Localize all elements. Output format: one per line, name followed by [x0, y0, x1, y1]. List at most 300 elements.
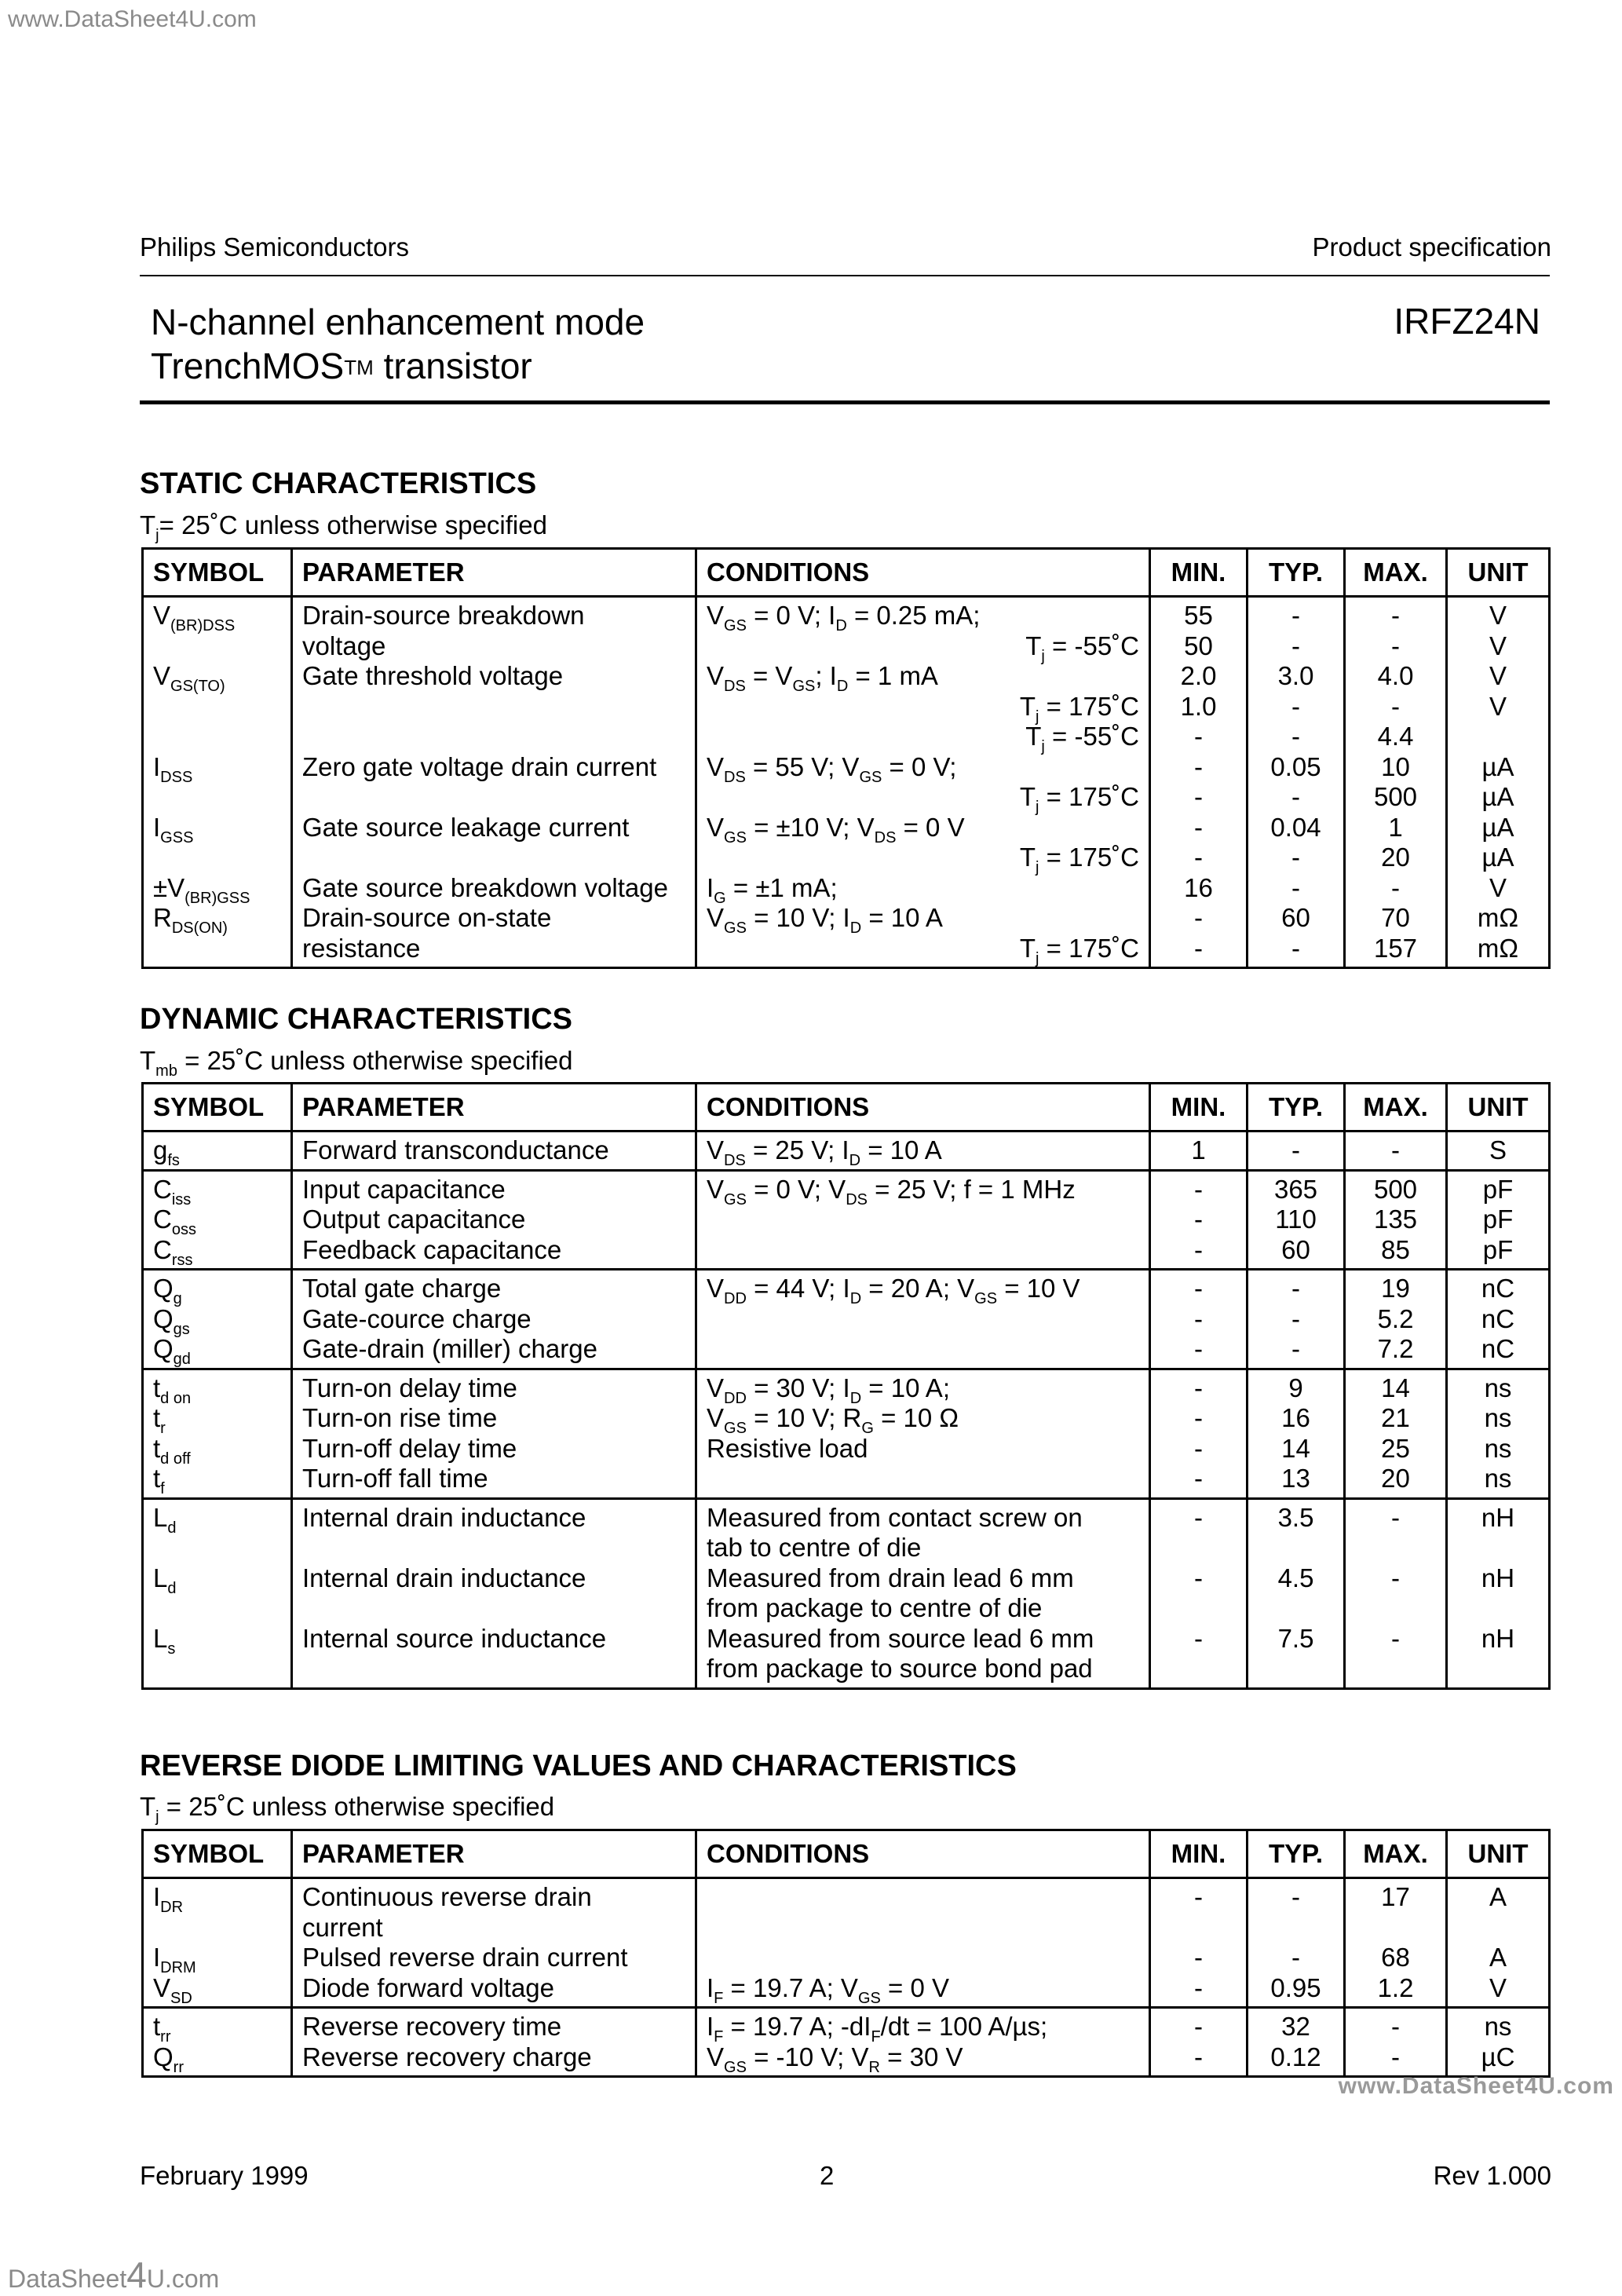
header-row	[143, 549, 1550, 597]
unit-value: V	[1489, 631, 1507, 660]
condition-text: = 0 V	[880, 1972, 949, 2002]
symbol	[153, 1593, 281, 1624]
unit-value: pF	[1482, 1174, 1514, 1204]
typ-value: -	[1291, 1943, 1300, 1972]
cell-unit	[1447, 1170, 1550, 1270]
condition-text: = 10 V	[997, 1274, 1080, 1303]
cell-max	[1345, 597, 1447, 968]
condition-text: V	[707, 601, 725, 630]
symbol	[153, 1882, 281, 1916]
typ-value: 14	[1281, 1433, 1310, 1463]
symbol-main: g	[153, 1135, 168, 1164]
condition-subscript: j	[1041, 647, 1045, 665]
min-value: -	[1194, 2012, 1203, 2041]
condition-subscript: GS	[724, 828, 747, 846]
condition-subscript: DS	[846, 1190, 868, 1208]
parameter: Feedback capacitance	[302, 1234, 562, 1264]
row-group	[143, 1270, 1550, 1369]
unit-value: nC	[1481, 1274, 1515, 1303]
cell-symbol	[143, 1498, 292, 1688]
unit-value	[1457, 1593, 1539, 1624]
unit-value: nC	[1481, 1303, 1515, 1333]
company-name: Philips Semiconductors	[140, 232, 409, 261]
condition-subscript: j	[1036, 707, 1039, 726]
condition-text: = 44 V; I	[746, 1274, 850, 1303]
condition-text: = 1 mA	[848, 661, 938, 690]
typ-value: 60	[1281, 903, 1310, 932]
symbol	[153, 1464, 281, 1497]
cell-max	[1345, 1369, 1447, 1498]
symbol-main: Q	[153, 2042, 174, 2071]
condition-subscript: D	[836, 678, 849, 695]
max-value: 17	[1381, 1882, 1410, 1911]
parameter	[302, 843, 685, 873]
cell-typ	[1248, 1270, 1345, 1369]
min-value: -	[1194, 1205, 1203, 1234]
min-value: 16	[1184, 872, 1213, 902]
symbol	[153, 1403, 281, 1437]
condition	[707, 1943, 1139, 1973]
symbol-subscript: fs	[167, 1152, 180, 1169]
condition-text: V	[707, 1403, 725, 1432]
min-value: -	[1194, 1464, 1203, 1493]
symbol-subscript: r	[160, 1420, 166, 1437]
row-group	[143, 1369, 1550, 1498]
max-value: -	[1391, 691, 1400, 721]
cell-typ	[1248, 1170, 1345, 1270]
max-value	[1355, 1533, 1436, 1563]
parameter: Internal source inductance	[302, 1623, 607, 1653]
part-number: IRFZ24N	[1394, 301, 1540, 342]
column-header-typ: TYP.	[1248, 549, 1345, 597]
symbol	[153, 1334, 281, 1368]
max-value: -	[1391, 2042, 1400, 2071]
min-value: -	[1194, 1403, 1203, 1432]
condition-text: I	[707, 2012, 714, 2041]
condition-text: = 175˚C	[1039, 843, 1139, 872]
symbol	[153, 631, 281, 662]
cell-conditions	[696, 597, 1150, 968]
condition-subscript: F	[714, 1989, 724, 2007]
condition-text: = 175˚C	[1039, 691, 1139, 721]
parameter: Turn-off fall time	[302, 1464, 488, 1493]
condition	[707, 1593, 1139, 1624]
parameter: Gate-cource charge	[302, 1303, 532, 1333]
cell-symbol	[143, 1270, 292, 1369]
column-header-symbol: SYMBOL	[143, 1830, 292, 1878]
parameter: Turn-off delay time	[302, 1433, 517, 1463]
max-value: 25	[1381, 1433, 1410, 1463]
symbol	[153, 601, 281, 634]
condition-text: = 25 V; f = 1 MHz	[867, 1174, 1076, 1204]
symbol-main: Q	[153, 1303, 174, 1333]
min-value: -	[1194, 1433, 1203, 1463]
symbol-main: R	[153, 903, 172, 932]
condition	[707, 1624, 1139, 1654]
cell-min	[1150, 1270, 1248, 1369]
note-symbol: T	[140, 1046, 156, 1075]
unit-value: V	[1489, 691, 1507, 721]
typ-value: 0.04	[1270, 812, 1321, 842]
typ-value: 9	[1288, 1373, 1303, 1402]
typ-value: 3.0	[1277, 661, 1314, 690]
note-text: = 25˚C unless otherwise specified	[177, 1046, 573, 1075]
condition-subscript: DS	[724, 1152, 746, 1169]
max-value: 1	[1388, 812, 1403, 842]
typ-value: -	[1291, 1274, 1300, 1303]
unit-value: V	[1489, 872, 1507, 902]
dynamic-section-title: DYNAMIC CHARACTERISTICS	[140, 1003, 572, 1036]
column-header-unit: UNIT	[1447, 1084, 1550, 1132]
column-header-min: MIN.	[1150, 549, 1248, 597]
cell-max	[1345, 2008, 1447, 2077]
condition	[707, 751, 1139, 786]
symbol	[153, 1234, 281, 1269]
symbol-subscript: GSS	[160, 828, 194, 846]
condition-text: from package to centre of die	[707, 1593, 1043, 1622]
condition-subscript: DS	[724, 768, 746, 786]
condition-text: = 30 V	[879, 2042, 963, 2071]
column-header-max: MAX.	[1345, 549, 1447, 597]
cell-parameter	[292, 1170, 696, 1270]
max-value: 5.2	[1377, 1303, 1414, 1333]
cell-typ	[1248, 1498, 1345, 1688]
condition-text: V	[707, 1274, 725, 1303]
unit-value: V	[1489, 1972, 1507, 2002]
max-value: -	[1391, 1623, 1400, 1653]
condition-text: V	[707, 661, 725, 690]
symbol-subscript: GS(TO)	[170, 678, 225, 695]
typ-value	[1258, 1913, 1334, 1943]
min-value: -	[1194, 2042, 1203, 2071]
condition-text: = 20 A; V	[861, 1274, 975, 1303]
condition-subscript: GS	[792, 678, 816, 695]
condition-subscript: GS	[724, 919, 747, 937]
min-value: -	[1194, 1882, 1203, 1911]
symbol	[153, 1623, 281, 1658]
condition-text: V	[707, 751, 725, 781]
typ-value: -	[1291, 601, 1300, 630]
max-value	[1355, 1593, 1436, 1624]
typ-value: 32	[1281, 2012, 1310, 2041]
condition-text: V	[707, 1135, 725, 1164]
cell-conditions	[696, 1878, 1150, 2008]
cell-symbol	[143, 1369, 292, 1498]
unit-value: nH	[1481, 1623, 1515, 1653]
symbol	[153, 751, 281, 786]
parameter	[302, 1654, 685, 1684]
condition-subscript: GS	[724, 2058, 747, 2076]
symbol	[153, 1373, 281, 1407]
max-value: -	[1391, 1563, 1400, 1592]
max-value: 68	[1381, 1943, 1410, 1972]
parameter: Gate-drain (miller) charge	[302, 1334, 597, 1363]
unit-value: nC	[1481, 1334, 1515, 1363]
condition-subscript: GS	[974, 1290, 998, 1307]
condition-text: V	[707, 812, 725, 842]
typ-value: 60	[1281, 1234, 1310, 1264]
symbol-main: t	[153, 1373, 161, 1402]
condition	[707, 872, 1139, 907]
column-header-max: MAX.	[1345, 1084, 1447, 1132]
cell-min	[1150, 1498, 1248, 1688]
max-value: 157	[1373, 933, 1418, 963]
unit-value: µA	[1481, 812, 1514, 842]
condition-text: = 0 V; V	[746, 1174, 846, 1204]
cell-max	[1345, 1878, 1447, 2008]
cell-max	[1345, 1498, 1447, 1688]
condition	[707, 782, 1139, 816]
condition	[707, 1434, 1139, 1464]
unit-value: µA	[1481, 782, 1514, 811]
condition	[707, 1334, 1139, 1365]
symbol-main: Q	[153, 1334, 174, 1363]
condition	[707, 1503, 1139, 1534]
condition	[707, 691, 1139, 726]
document-type: Product specification	[1312, 232, 1551, 261]
symbol-subscript: d off	[160, 1450, 191, 1468]
max-value: -	[1391, 1502, 1400, 1532]
typ-value: 4.5	[1277, 1563, 1314, 1592]
symbol	[153, 1972, 281, 2007]
condition-subscript: D	[849, 1389, 862, 1407]
cell-symbol	[143, 1170, 292, 1270]
cell-unit	[1447, 2008, 1550, 2077]
row-group	[143, 1878, 1550, 2008]
condition	[707, 631, 1139, 665]
condition-text: = ±1 mA;	[725, 872, 838, 902]
condition-subscript: G	[861, 1420, 874, 1437]
cell-min	[1150, 1878, 1248, 2008]
page-number: 2	[820, 2161, 835, 2190]
symbol	[153, 1433, 281, 1468]
cell-parameter	[292, 2008, 696, 2077]
condition-text: T	[1019, 691, 1036, 721]
min-value: -	[1194, 1174, 1203, 1204]
cell-unit	[1447, 1369, 1550, 1498]
condition-text: = V	[745, 661, 793, 690]
parameter: Internal drain inductance	[302, 1563, 586, 1592]
typ-value: -	[1291, 1334, 1300, 1363]
typ-value: -	[1291, 782, 1300, 811]
unit-value: A	[1489, 1943, 1507, 1972]
parameter: Internal drain inductance	[302, 1502, 586, 1532]
static-conditions-note	[140, 510, 547, 544]
condition-text: = 30 V; I	[746, 1373, 850, 1402]
condition	[707, 661, 1139, 695]
symbol	[153, 934, 281, 964]
parameter	[302, 1593, 685, 1624]
note-symbol: T	[140, 510, 156, 539]
condition-text: T	[1019, 843, 1036, 872]
cell-unit	[1447, 1132, 1550, 1171]
max-value: 85	[1381, 1234, 1410, 1264]
typ-value: -	[1291, 1303, 1300, 1333]
condition	[707, 1174, 1139, 1208]
symbol-subscript: d	[167, 1579, 177, 1597]
parameter	[302, 782, 685, 813]
row-group	[143, 597, 1550, 968]
condition-text: = 55 V; V	[745, 751, 860, 781]
symbol-subscript: DR	[160, 1899, 184, 1916]
condition-subscript: DS	[874, 828, 897, 846]
max-value: 10	[1381, 751, 1410, 781]
condition-text: T	[1019, 933, 1036, 963]
max-value	[1355, 1654, 1436, 1684]
symbol-main: C	[153, 1234, 172, 1264]
cell-unit	[1447, 1270, 1550, 1369]
unit-value	[1457, 1533, 1539, 1563]
min-value: -	[1194, 1234, 1203, 1264]
unit-value	[1457, 722, 1539, 752]
header-row	[143, 1084, 1550, 1132]
condition	[707, 601, 1139, 634]
unit-value: nH	[1481, 1563, 1515, 1592]
watermark-top: www.DataSheet4U.com	[8, 6, 257, 32]
note-text: = 25˚C unless otherwise specified	[159, 1792, 555, 1821]
condition-text: Measured from source lead 6 mm	[707, 1623, 1094, 1653]
footer-date: February 1999	[140, 2161, 309, 2190]
condition	[707, 1205, 1139, 1235]
min-value: -	[1194, 782, 1203, 811]
max-value: 1.2	[1377, 1972, 1414, 2002]
symbol	[153, 812, 281, 846]
unit-value: ns	[1484, 1373, 1512, 1402]
min-value: 2.0	[1180, 661, 1217, 690]
max-value: 21	[1381, 1403, 1410, 1432]
condition-subscript: DS	[724, 678, 746, 695]
min-value: -	[1194, 933, 1203, 963]
condition-subscript: GS	[724, 617, 747, 634]
condition-subscript: F	[871, 2028, 881, 2046]
min-value: -	[1194, 812, 1203, 842]
min-value: -	[1194, 722, 1203, 751]
watermark-bottom	[8, 2254, 219, 2296]
condition-text: = 10 V; R	[746, 1403, 862, 1432]
footer-revision: Rev 1.000	[1433, 2161, 1551, 2190]
condition	[707, 903, 1139, 937]
cell-conditions	[696, 1498, 1150, 1688]
min-value: -	[1194, 1502, 1203, 1532]
min-value	[1160, 1654, 1237, 1684]
note-subscript: mb	[155, 1062, 177, 1080]
max-value: 135	[1373, 1205, 1418, 1234]
symbol-main: ±V	[153, 872, 185, 902]
condition-text: tab to centre of die	[707, 1533, 922, 1562]
column-header-typ: TYP.	[1248, 1830, 1345, 1878]
typ-value	[1258, 1593, 1334, 1624]
symbol-subscript: rr	[173, 2058, 184, 2076]
cell-symbol	[143, 1878, 292, 2008]
max-value: -	[1391, 601, 1400, 630]
condition	[707, 1274, 1139, 1307]
symbol-main: L	[153, 1502, 168, 1532]
condition-text: = 0 V; I	[746, 601, 836, 630]
column-header-unit: UNIT	[1447, 1830, 1550, 1878]
min-value: -	[1194, 1623, 1203, 1653]
column-header-conditions: CONDITIONS	[696, 1830, 1150, 1878]
condition-text: from package to source bond pad	[707, 1654, 1093, 1683]
condition-text: = 175˚C	[1039, 782, 1139, 811]
typ-value: -	[1291, 933, 1300, 963]
typ-value: -	[1291, 722, 1300, 751]
symbol	[153, 843, 281, 873]
symbol-subscript: DSS	[160, 768, 193, 786]
symbol-main: V	[153, 601, 171, 630]
min-value: 50	[1184, 631, 1213, 660]
title-brand: TrenchMOS	[151, 345, 345, 386]
note-subscript: j	[155, 1808, 159, 1826]
note-subscript: j	[155, 527, 159, 544]
watermark-part: U.com	[146, 2265, 220, 2293]
parameter	[302, 692, 685, 722]
symbol	[153, 1943, 281, 1976]
unit-value: ns	[1484, 1464, 1512, 1493]
symbol-subscript: s	[167, 1640, 176, 1658]
unit-value: mΩ	[1477, 933, 1519, 963]
parameter: Pulsed reverse drain current	[302, 1943, 628, 1972]
typ-value: 16	[1281, 1403, 1310, 1432]
condition-subscript: GS	[724, 1420, 747, 1437]
parameter: Reverse recovery charge	[302, 2042, 592, 2071]
typ-value	[1258, 1533, 1334, 1563]
condition-text: = -55˚C	[1044, 631, 1139, 660]
symbol-subscript: gs	[173, 1320, 190, 1338]
symbol-main: I	[153, 751, 161, 781]
note-text: = 25˚C unless otherwise specified	[159, 510, 547, 539]
condition-text: = 10 A	[860, 1135, 942, 1164]
parameter: Reverse recovery time	[302, 2012, 562, 2041]
symbol	[153, 2012, 281, 2046]
condition-subscript: GS	[857, 1989, 881, 2007]
column-header-conditions: CONDITIONS	[696, 549, 1150, 597]
dynamic-characteristics-table	[141, 1082, 1551, 1690]
symbol-subscript: g	[173, 1290, 182, 1307]
min-value: 1.0	[1180, 691, 1217, 721]
symbol-main: V	[153, 1972, 171, 2002]
note-symbol: T	[140, 1792, 156, 1821]
cell-conditions	[696, 1132, 1150, 1171]
condition-text: I	[707, 1972, 714, 2002]
column-header-typ: TYP.	[1248, 1084, 1345, 1132]
max-value: 500	[1373, 1174, 1418, 1204]
column-header-parameter: PARAMETER	[292, 1830, 696, 1878]
symbol-subscript: (BR)DSS	[170, 617, 236, 634]
unit-value: V	[1489, 601, 1507, 630]
condition-text: V	[707, 1174, 725, 1204]
symbol-main: t	[153, 1464, 161, 1493]
reverse-conditions-note	[140, 1792, 555, 1826]
symbol	[153, 903, 281, 937]
dynamic-conditions-note	[140, 1046, 573, 1080]
parameter: Diode forward voltage	[302, 1972, 555, 2002]
column-header-parameter: PARAMETER	[292, 1084, 696, 1132]
typ-value: 365	[1273, 1174, 1318, 1204]
min-value: -	[1194, 1334, 1203, 1363]
max-value: 20	[1381, 1464, 1410, 1493]
typ-value: -	[1291, 1882, 1300, 1911]
condition-text: = 10 V; I	[746, 903, 850, 932]
condition-text: = -10 V; V	[746, 2042, 869, 2071]
symbol	[153, 1205, 281, 1238]
cell-parameter	[292, 1132, 696, 1171]
condition	[707, 2042, 1139, 2076]
typ-value: 110	[1275, 1205, 1317, 1234]
unit-value: ns	[1484, 1403, 1512, 1432]
watermark-right: www.DataSheet4U.com	[1338, 2073, 1614, 2099]
typ-value: 13	[1281, 1464, 1310, 1493]
condition-subscript: R	[868, 2058, 880, 2076]
